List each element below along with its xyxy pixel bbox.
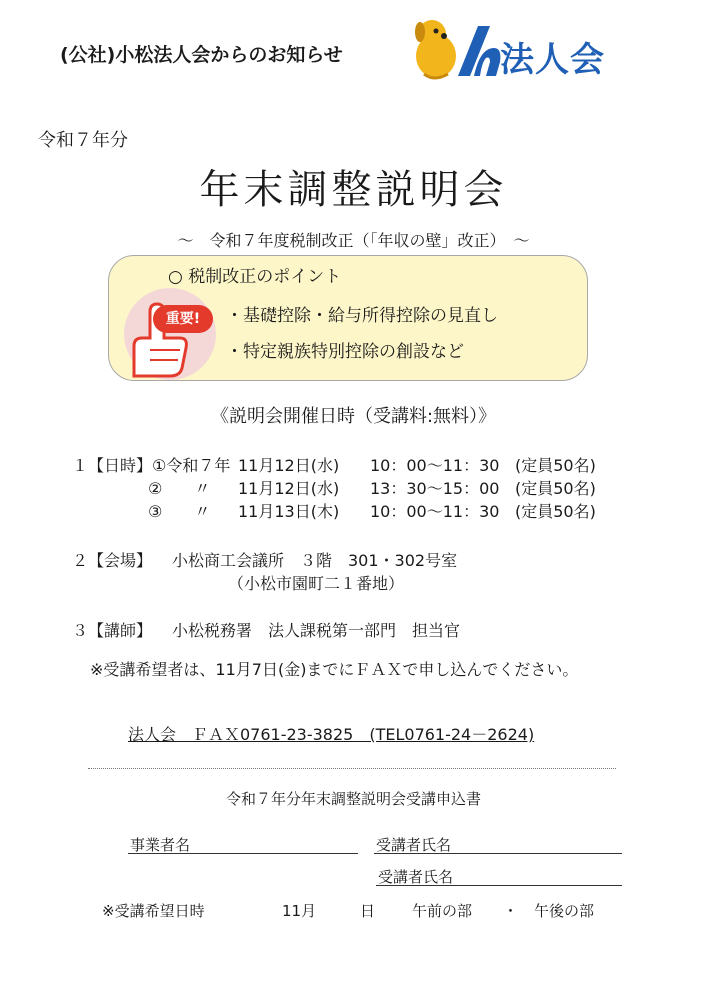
month-value: 11月 [282,902,317,920]
lecturer-label: ３【講師】 [72,621,153,640]
lecturer-name: 小松税務署 法人課税第一部門 担当官 [172,621,461,640]
page-title: 年末調整説明会 [199,167,508,213]
org-notice-header: (公社)小松法人会からのお知らせ [60,44,343,66]
preferred-date-label: ※受講希望日時 [102,902,205,920]
am-session-option[interactable]: 午前の部 [412,902,473,920]
dog-mascot-icon [415,20,456,78]
fax-contact: 法人会 ＦＡＸ0761-23-3825 (TEL0761-24－2624) [128,725,535,744]
venue-address: （小松市園町二１番地） [228,574,405,593]
venue-name: 小松商工会議所 ３階 301・302号室 [172,551,458,570]
tax-point-item: ・基礎控除・給与所得控除の見直し [226,306,498,326]
tax-points-heading: ○ 税制改正のポイント [168,267,342,287]
schedule-heading: 《説明会開催日時（受講料:無料）》 [210,406,497,427]
attendee-name-field-1[interactable] [374,853,622,854]
schedule-row-capacity: (定員50名) [515,479,596,498]
form-title: 令和７年分年末調整説明会受講申込書 [225,790,481,808]
logo-text: 法人会 [500,40,605,80]
schedule-row-time: 10：00～11：30 [370,456,500,475]
schedule-row-date: 11月12日(水) [238,479,340,498]
subtitle: ～ 令和７年度税制改正（「年収の壁」改正） ～ [177,231,530,250]
schedule-row-capacity: (定員50名) [515,502,596,521]
schedule-row-date: 11月13日(木) [238,502,340,521]
year-label: 令和７年分 [38,130,128,151]
schedule-row-time: 13：30～15：00 [370,479,500,498]
schedule-row-prefix: ② 〃 [148,479,211,498]
schedule-row-prefix: ③ 〃 [148,502,211,521]
schedule-row-prefix: １【日時】①令和７年 [72,456,231,475]
schedule-row-capacity: (定員50名) [515,456,596,475]
schedule-row-date: 11月12日(水) [238,456,340,475]
attendee-name-label: 受講者氏名 [378,868,454,886]
attendee-name-label: 受講者氏名 [376,836,452,854]
business-name-label: 事業者名 [130,836,191,854]
attendee-name-field-2[interactable] [376,885,622,886]
important-badge: 重要! [153,305,213,333]
schedule-row-time: 10：00～11：30 [370,502,500,521]
cut-line [88,768,616,769]
venue-label: ２【会場】 [72,551,153,570]
pm-session-option[interactable]: 午後の部 [534,902,595,920]
tax-point-item: ・特定親族特別控除の創設など [226,342,464,362]
session-separator: ・ [503,902,519,920]
business-name-field[interactable] [128,853,358,854]
day-field[interactable]: 日 [360,902,376,920]
application-note: ※受講希望者は、11月7日(金)までにＦＡＸで申し込んでください。 [90,660,579,679]
